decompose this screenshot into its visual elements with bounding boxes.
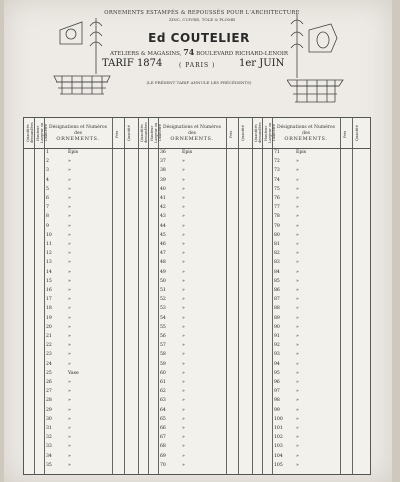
table-row [24, 232, 370, 240]
quantity-column-header: Quantité [127, 125, 131, 141]
ornament-number: 41 [160, 196, 166, 201]
ornament-number: 80 [274, 232, 280, 238]
ornament-number: 70 [160, 462, 166, 468]
ornament-number: 11 [46, 242, 52, 247]
ornament-number: 64 [160, 407, 166, 413]
ornament-designation: » [68, 168, 71, 174]
ornament-number: 9 [46, 223, 49, 229]
ornament-designation: » [182, 232, 185, 238]
ornament-designation: » [296, 260, 299, 266]
ornament-number: 71 [274, 150, 280, 155]
ornament-number: 101 [274, 426, 283, 431]
ornament-designation: » [68, 196, 71, 201]
ornament-number: 7 [46, 205, 49, 211]
ornament-designation: » [68, 288, 71, 293]
ornament-designation: » [182, 389, 185, 395]
ornament-number: 57 [160, 343, 166, 349]
ornament-number: 46 [160, 242, 166, 247]
price-column-header: Prix [115, 130, 119, 138]
ornament-designation: » [296, 242, 299, 247]
ornament-number: 14 [46, 269, 52, 275]
designation-header-line2: des [302, 131, 310, 136]
designation-header-line1: Désignations et Numéros [277, 125, 335, 130]
ornament-designation: » [182, 324, 185, 330]
ornament-designation: » [296, 343, 299, 349]
table-row [24, 370, 370, 378]
ornament-number: 93 [274, 352, 280, 358]
ornament-designation: » [182, 159, 185, 165]
ornament-designation: » [68, 416, 71, 422]
table-row [24, 443, 370, 451]
catalog-page [4, 0, 392, 482]
ornament-designation: » [68, 380, 71, 385]
tarif-date: 1er JUIN [239, 58, 285, 69]
ornament-designation: » [296, 159, 299, 165]
ornament-designation: » [296, 168, 299, 174]
ornament-number: 42 [160, 205, 166, 211]
ornament-number: 20 [46, 324, 52, 330]
ornament-designation: » [182, 168, 185, 174]
ornament-number: 48 [160, 260, 166, 266]
ornament-number: 52 [160, 297, 166, 303]
quantity-column-header: Quantité [355, 125, 359, 141]
ornament-number: 96 [274, 380, 280, 385]
ornament-number: 2 [46, 159, 49, 165]
ornament-number: 25 [46, 370, 52, 376]
ornament-number: 76 [274, 196, 280, 201]
table-row [24, 434, 370, 442]
ornament-designation: » [296, 380, 299, 385]
ornament-designation: » [182, 435, 185, 441]
ornament-designation: » [182, 380, 185, 385]
ornament-designation: » [68, 407, 71, 413]
ornament-number: 73 [274, 168, 280, 174]
ornament-designation: » [296, 306, 299, 312]
ornament-number: 89 [274, 315, 280, 321]
ornament-designation: » [182, 444, 185, 450]
ornament-number: 81 [274, 242, 280, 247]
ornament-designation: » [296, 315, 299, 321]
ornament-designation: » [68, 435, 71, 441]
ornament-designation: » [182, 426, 185, 431]
ornament-designation: » [296, 196, 299, 201]
ornament-number: 39 [160, 177, 166, 183]
ornament-designation: » [296, 288, 299, 293]
table-row [24, 269, 370, 277]
ornament-number: 94 [274, 361, 280, 367]
ornament-designation: Épis [182, 150, 193, 155]
ornament-designation: » [296, 269, 299, 275]
ornament-designation: » [182, 416, 185, 422]
designation-header-line3: ORNEMENTS. [284, 136, 328, 142]
designation-header-line1: Désignations et Numéros [163, 125, 221, 130]
ornament-designation: » [68, 159, 71, 165]
ornament-number: 83 [274, 260, 280, 266]
price-table [23, 117, 371, 475]
ornament-number: 58 [160, 352, 166, 358]
ornament-right-illustration [287, 14, 345, 110]
ornament-designation: » [68, 389, 71, 395]
price-column-header: Prix [229, 130, 233, 138]
ornament-designation: » [182, 214, 185, 220]
ornament-designation: » [296, 232, 299, 238]
table-row [24, 204, 370, 212]
ornament-number: 88 [274, 306, 280, 312]
ornament-designation: » [68, 352, 71, 358]
price-column-header: Prix [343, 130, 347, 138]
table-row [24, 158, 370, 166]
ornament-designation: » [182, 398, 185, 404]
ornament-designation: » [182, 223, 185, 229]
ornament-number: 63 [160, 398, 166, 404]
ornament-number: 74 [274, 177, 280, 183]
ornament-number: 17 [46, 297, 52, 303]
ornament-number: 97 [274, 389, 280, 395]
ornament-number: 8 [46, 214, 49, 220]
address-street: BOULEVARD RICHARD-LENOIR [194, 51, 289, 57]
ornament-designation: » [182, 315, 185, 321]
ornament-designation: » [296, 251, 299, 257]
ornament-number: 54 [160, 315, 166, 321]
ornament-number: 84 [274, 269, 280, 275]
header-materials: ZINC, CUIVRE, TOLE & PLOMB [169, 17, 235, 22]
company-name: Ed COUTELIER [148, 31, 250, 45]
ornament-designation: » [296, 223, 299, 229]
ornament-designation: » [296, 205, 299, 211]
table-row [24, 287, 370, 295]
table-row [24, 296, 370, 304]
ornament-number: 92 [274, 343, 280, 349]
ornament-designation: » [182, 306, 185, 312]
ornament-designation: » [296, 398, 299, 404]
ornament-number: 29 [46, 407, 52, 413]
ornament-designation: » [296, 334, 299, 339]
quantity-column-header: Quantité [241, 125, 245, 141]
ornament-number: 24 [46, 361, 52, 367]
address-prefix: ATELIERS & MAGASINS, [109, 51, 184, 57]
table-row [24, 278, 370, 286]
ornament-number: 105 [274, 462, 283, 468]
ornament-number: 6 [46, 196, 49, 201]
ornament-number: 91 [274, 334, 280, 339]
ornament-designation: » [68, 444, 71, 450]
ornament-number: 40 [160, 186, 166, 192]
ornament-number: 34 [46, 453, 52, 459]
ornament-number: 44 [160, 223, 166, 229]
ornament-number: 78 [274, 214, 280, 220]
ornament-designation: » [68, 232, 71, 238]
height-column-header: Hauteur Largeur ou Diamètre [36, 122, 48, 144]
ornament-designation: » [296, 297, 299, 303]
ornament-designation: » [182, 297, 185, 303]
ornament-designation: » [182, 205, 185, 211]
ornament-designation: Vase [68, 370, 79, 376]
ornament-number: 86 [274, 288, 280, 293]
ornament-designation: » [296, 444, 299, 450]
ornament-number: 85 [274, 278, 280, 284]
ornament-number: 102 [274, 435, 283, 441]
ornament-number: 30 [46, 416, 52, 422]
ornament-number: 60 [160, 370, 166, 376]
ornament-number: 75 [274, 186, 280, 192]
height-column-header: Hauteur Largeur ou Diamètre [150, 122, 162, 144]
ornament-designation: » [182, 453, 185, 459]
table-row [24, 333, 370, 341]
ornament-designation: » [68, 297, 71, 303]
ornament-designation: » [296, 370, 299, 376]
table-row [24, 223, 370, 231]
ornament-number: 32 [46, 435, 52, 441]
ornament-designation: » [296, 352, 299, 358]
ornament-number: 104 [274, 453, 283, 459]
ornament-designation: » [68, 269, 71, 275]
designation-header-line3: ORNEMENTS. [56, 136, 100, 142]
ornament-number: 1 [46, 150, 49, 155]
ornament-designation: » [296, 361, 299, 367]
ornament-designation: » [68, 361, 71, 367]
height-column-header: Hauteur Largeur ou Diamètre [264, 122, 276, 144]
ornament-designation: » [182, 361, 185, 367]
ornament-designation: » [68, 398, 71, 404]
ornament-designation: » [296, 407, 299, 413]
ornament-designation: » [182, 186, 185, 192]
ornament-designation: » [182, 407, 185, 413]
ornament-number: 38 [160, 168, 166, 174]
ornament-designation: » [182, 278, 185, 284]
company-address [104, 47, 294, 57]
table-header-row [24, 118, 370, 149]
ornament-designation: » [182, 334, 185, 339]
ornament-designation: Épis [296, 150, 307, 155]
ornament-designation: » [68, 426, 71, 431]
table-row [24, 324, 370, 332]
ornament-designation: » [68, 260, 71, 266]
ornament-number: 12 [46, 251, 52, 257]
table-row [24, 315, 370, 323]
ornament-designation: » [182, 269, 185, 275]
page-header [4, 0, 392, 125]
ornament-designation: » [296, 186, 299, 192]
ornament-number: 26 [46, 380, 52, 385]
ornament-designation: » [182, 462, 185, 468]
ornament-number: 10 [46, 232, 52, 238]
table-row [24, 407, 370, 415]
ornament-number: 43 [160, 214, 166, 220]
ornament-designation: » [68, 186, 71, 192]
ornament-number: 23 [46, 352, 52, 358]
ornament-designation: » [68, 324, 71, 330]
ornament-number: 4 [46, 177, 49, 183]
table-row [24, 361, 370, 369]
table-row [24, 397, 370, 405]
tarif-note: (LE PRÉSENT TARIF ANNULE LES PRÉCÉDENTS) [146, 80, 252, 85]
ornament-designation: » [182, 343, 185, 349]
ornament-number: 95 [274, 370, 280, 376]
ornament-number: 56 [160, 334, 166, 339]
ornament-number: 59 [160, 361, 166, 367]
ornament-number: 35 [46, 462, 52, 468]
table-row [24, 453, 370, 461]
qty-column-header: Quantités demandées [140, 122, 148, 144]
table-row [24, 149, 370, 157]
ornament-number: 21 [46, 334, 52, 339]
designation-header-line2: des [188, 131, 196, 136]
ornament-number: 50 [160, 278, 166, 284]
ornament-designation: » [296, 214, 299, 220]
table-row [24, 425, 370, 433]
ornament-designation: » [68, 315, 71, 321]
ornament-number: 99 [274, 407, 280, 413]
ornament-designation: » [296, 177, 299, 183]
ornament-number: 62 [160, 389, 166, 395]
ornament-number: 72 [274, 159, 280, 165]
ornament-designation: » [296, 462, 299, 468]
ornament-designation: » [68, 177, 71, 183]
ornament-number: 103 [274, 444, 283, 450]
ornament-designation: » [296, 453, 299, 459]
ornament-number: 79 [274, 223, 280, 229]
ornament-designation: » [182, 251, 185, 257]
table-row [24, 195, 370, 203]
qty-column-header: Quantités demandées [254, 122, 262, 144]
ornament-designation: » [182, 260, 185, 266]
ornament-designation: » [68, 242, 71, 247]
ornament-number: 100 [274, 416, 283, 422]
table-row [24, 351, 370, 359]
city-label: ( PARIS ) [179, 62, 216, 69]
ornament-number: 87 [274, 297, 280, 303]
ornament-designation: » [68, 334, 71, 339]
qty-column-header: Quantités demandées [26, 122, 34, 144]
ornament-number: 61 [160, 380, 166, 385]
ornament-number: 67 [160, 435, 166, 441]
ornament-number: 31 [46, 426, 52, 431]
table-row [24, 213, 370, 221]
ornament-number: 66 [160, 426, 166, 431]
ornament-number: 49 [160, 269, 166, 275]
designation-header-line2: des [74, 131, 82, 136]
ornament-number: 13 [46, 260, 52, 266]
ornament-number: 37 [160, 159, 166, 165]
ornament-number: 55 [160, 324, 166, 330]
ornament-number: 33 [46, 444, 52, 450]
ornament-designation: » [182, 352, 185, 358]
ornament-number: 22 [46, 343, 52, 349]
ornament-number: 69 [160, 453, 166, 459]
ornament-number: 82 [274, 251, 280, 257]
table-row [24, 259, 370, 267]
ornament-number: 19 [46, 315, 52, 321]
table-row [24, 379, 370, 387]
ornament-designation: » [68, 223, 71, 229]
ornament-number: 16 [46, 288, 52, 293]
table-row [24, 305, 370, 313]
ornament-designation: » [182, 196, 185, 201]
ornament-number: 90 [274, 324, 280, 330]
table-row [24, 241, 370, 249]
ornament-number: 98 [274, 398, 280, 404]
tarif-year: TARIF 1874 [102, 58, 163, 69]
table-row [24, 342, 370, 350]
address-number: 74 [183, 47, 195, 57]
header-subtitle: ORNEMENTS ESTAMPÉS & REPOUSSÉS POUR L'ARCHITECTURE [104, 10, 300, 16]
ornament-designation: » [68, 343, 71, 349]
ornament-designation: » [68, 306, 71, 312]
ornament-designation: » [68, 251, 71, 257]
ornament-designation: » [296, 389, 299, 395]
ornament-designation: » [68, 214, 71, 220]
ornament-number: 68 [160, 444, 166, 450]
ornament-number: 45 [160, 232, 166, 238]
ornament-number: 53 [160, 306, 166, 312]
ornament-designation: » [296, 435, 299, 441]
ornament-designation: » [296, 426, 299, 431]
ornament-designation: » [182, 370, 185, 376]
table-row [24, 388, 370, 396]
ornament-number: 28 [46, 398, 52, 404]
table-row [24, 462, 370, 470]
designation-header-line3: ORNEMENTS. [170, 136, 214, 142]
table-row [24, 177, 370, 185]
designation-header-line1: Désignations et Numéros [49, 125, 107, 130]
ornament-number: 47 [160, 251, 166, 257]
table-row [24, 167, 370, 175]
ornament-number: 18 [46, 306, 52, 312]
ornament-number: 15 [46, 278, 52, 284]
ornament-designation: » [68, 278, 71, 284]
ornament-designation: » [68, 453, 71, 459]
ornament-number: 5 [46, 186, 49, 192]
ornament-designation: » [182, 288, 185, 293]
ornament-number: 65 [160, 416, 166, 422]
table-row [24, 250, 370, 258]
ornament-designation: » [68, 205, 71, 211]
ornament-designation: » [296, 416, 299, 422]
table-row [24, 186, 370, 194]
ornament-designation: » [182, 177, 185, 183]
ornament-number: 27 [46, 389, 52, 395]
table-row [24, 416, 370, 424]
ornament-number: 3 [46, 168, 49, 174]
ornament-number: 36 [160, 150, 166, 155]
ornament-designation: » [182, 242, 185, 247]
ornament-designation: Épis [68, 150, 79, 155]
ornament-number: 77 [274, 205, 280, 211]
ornament-designation: » [68, 462, 71, 468]
ornament-number: 51 [160, 288, 166, 293]
ornament-designation: » [296, 278, 299, 284]
ornament-designation: » [296, 324, 299, 330]
